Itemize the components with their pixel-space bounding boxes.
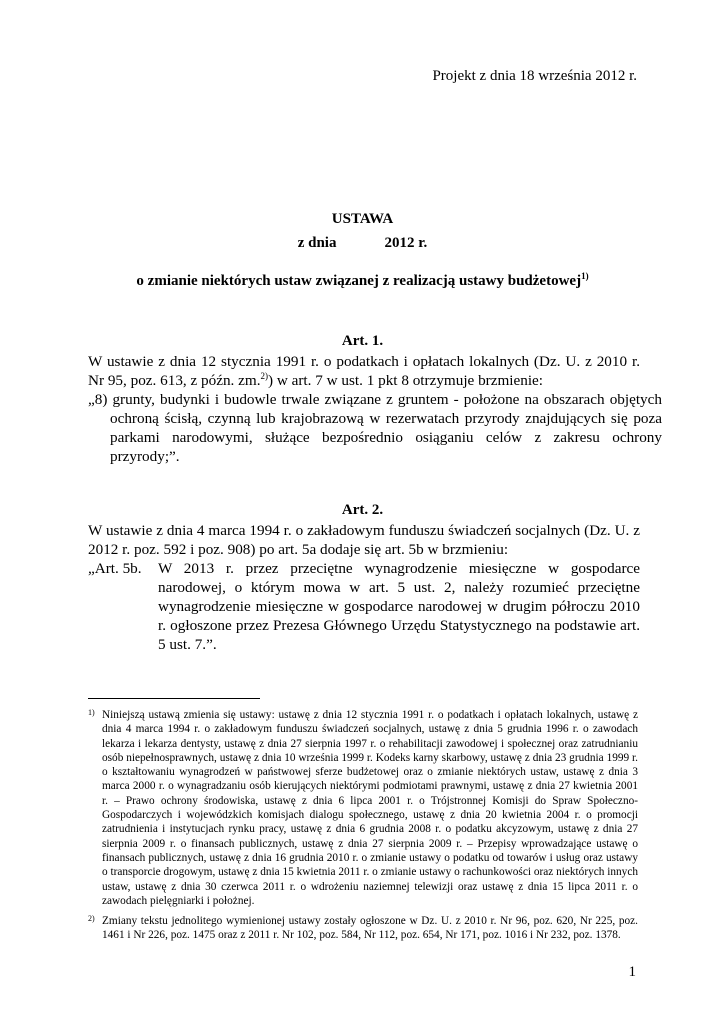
art1-intro-text-b: ) w art. 7 w ust. 1 pkt 8 otrzymuje brzmienie: [268, 372, 544, 389]
act-title: USTAWA [331, 211, 394, 227]
art5b-text: W 2013 r. przez przeciętne wynagrodzenie miesięczne w gospodarce narodowej, o którym mowa w art. 5 ust. 2, należy rozumieć przeciętne wynagrodzenie miesięczne w gospodarce narodowej w drugim półroczu 2010 r. ogłoszone przez Prezesa Głównego Urzędu Statystycznego na podstawie art. 5 ust. 7.”. [158, 560, 640, 653]
act-date [88, 235, 637, 252]
act-date-suffix: 2012 r. [384, 235, 428, 251]
art1-quote: „8) grunty, budynki i budowle trwale związane z gruntem - położone na obszarach objętych ochroną ścisłą, czynną lub krajobrazową w rezerwatach przyrody znajdujących się poza parkami narodowymi, służące bezpośrednio osiąganiu celów z zakresu ochrony przyrody;”. [88, 391, 662, 465]
art1-heading: Art. 1. [341, 333, 384, 349]
footnote-1-number: 1) [88, 708, 95, 717]
footnote-2 [88, 914, 638, 943]
act-date-prefix: z dnia [297, 235, 337, 251]
project-date-line: Projekt z dnia 18 września 2012 r. [432, 68, 637, 84]
art2-heading: Art. 2. [341, 502, 384, 518]
act-subject-text: o zmianie niektórych ustaw związanej z realizacją ustawy budżetowej [136, 273, 582, 289]
footnote-2-number: 2) [88, 914, 95, 923]
act-subject [88, 273, 637, 290]
footnote-2-text: Zmiany tekstu jednolitego wymienionej ustawy zostały ogłoszone w Dz. U. z 2010 r. Nr 96, poz. 620, Nr 225, poz. 1461 i Nr 226, poz. 1475 oraz z 2011 r. Nr 102, poz. 584, Nr 112, poz. 654, Nr 171, poz. 1016 i Nr 232, poz. 1378. [102, 915, 638, 942]
page-number: 1 [628, 964, 636, 980]
art1-intro [88, 352, 640, 390]
art2-intro: W ustawie z dnia 4 marca 1994 r. o zakładowym funduszu świadczeń socjalnych (Dz. U. z 2012 r. poz. 592 i poz. 908) po art. 5a dodaje się art. 5b w brzmieniu: [88, 522, 640, 558]
art1-footnote-ref: 2) [260, 370, 269, 381]
art5b-block [88, 559, 640, 654]
footnote-1-text: Niniejszą ustawą zmienia się ustawy: ustawę z dnia 12 stycznia 1991 r. o podatkach i opłatach lokalnych, ustawę z dnia 4 marca 1994 r. o zakładowym funduszu świadczeń socjalnych, ustawę z dnia 5 grudnia 1996 r. o zawodach lekarza i lekarza dentysty, ustawę z dnia 27 sierpnia 1997 r. o rehabilitacji zawodowej i społecznej oraz zatrudnianiu osób niepełnosprawnych, ustawę z dnia 10 września 1999 r. Kodeks karny skarbowy, ustawę z dnia 23 grudnia 1999 r. o kształtowaniu wynagrodzeń w państwowej sferze budżetowej oraz o zmianie niektórych ustaw, ustawę z dnia 3 marca 2000 r. o wynagradzaniu osób kierujących niektórymi podmiotami prawnymi, ustawę z dnia 27 kwietnia 2001 r. – Prawo ochrony środowiska, ustawę z dnia 6 lipca 2001 r. o Trójstronnej Komisji do Spraw Społeczno-Gospodarczych i wojewódzkich komisjach dialogu społecznego, ustawę z dnia 20 kwietnia 2004 r. o promocji zatrudnienia i instytucjach rynku pracy, ustawę z dnia 6 grudnia 2008 r. o podatku akcyzowym, ustawę z dnia 27 sierpnia 2009 r. o finansach publicznych, ustawę z dnia 27 sierpnia 2009 r. – Przepisy wprowadzające ustawę o finansach publicznych, ustawę z dnia 16 grudnia 2010 r. o zmianie ustawy o podatku od towarów i usług oraz ustawy o transporcie drogowym, ustawę z dnia 15 kwietnia 2011 r. o zmianie ustawy o rachunkowości oraz niektórych innych ustaw, ustawę z dnia 30 czerwca 2011 r. o wdrożeniu naziemnej telewizji oraz ustawę z dnia 15 lipca 2011 r. o zawodach pielęgniarki i położnej. [102, 709, 638, 907]
art5b-label: „Art. 5b. [88, 560, 142, 577]
art1-intro-text-a: W ustawie z dnia 12 stycznia 1991 r. o podatkach i opłatach lokalnych (Dz. U. z 2010 r. Nr 95, poz. 613, z późn. zm. [88, 353, 640, 389]
act-subject-footnote-ref: 1) [581, 271, 589, 281]
footnote-divider [88, 698, 260, 699]
footnote-1 [88, 708, 638, 908]
